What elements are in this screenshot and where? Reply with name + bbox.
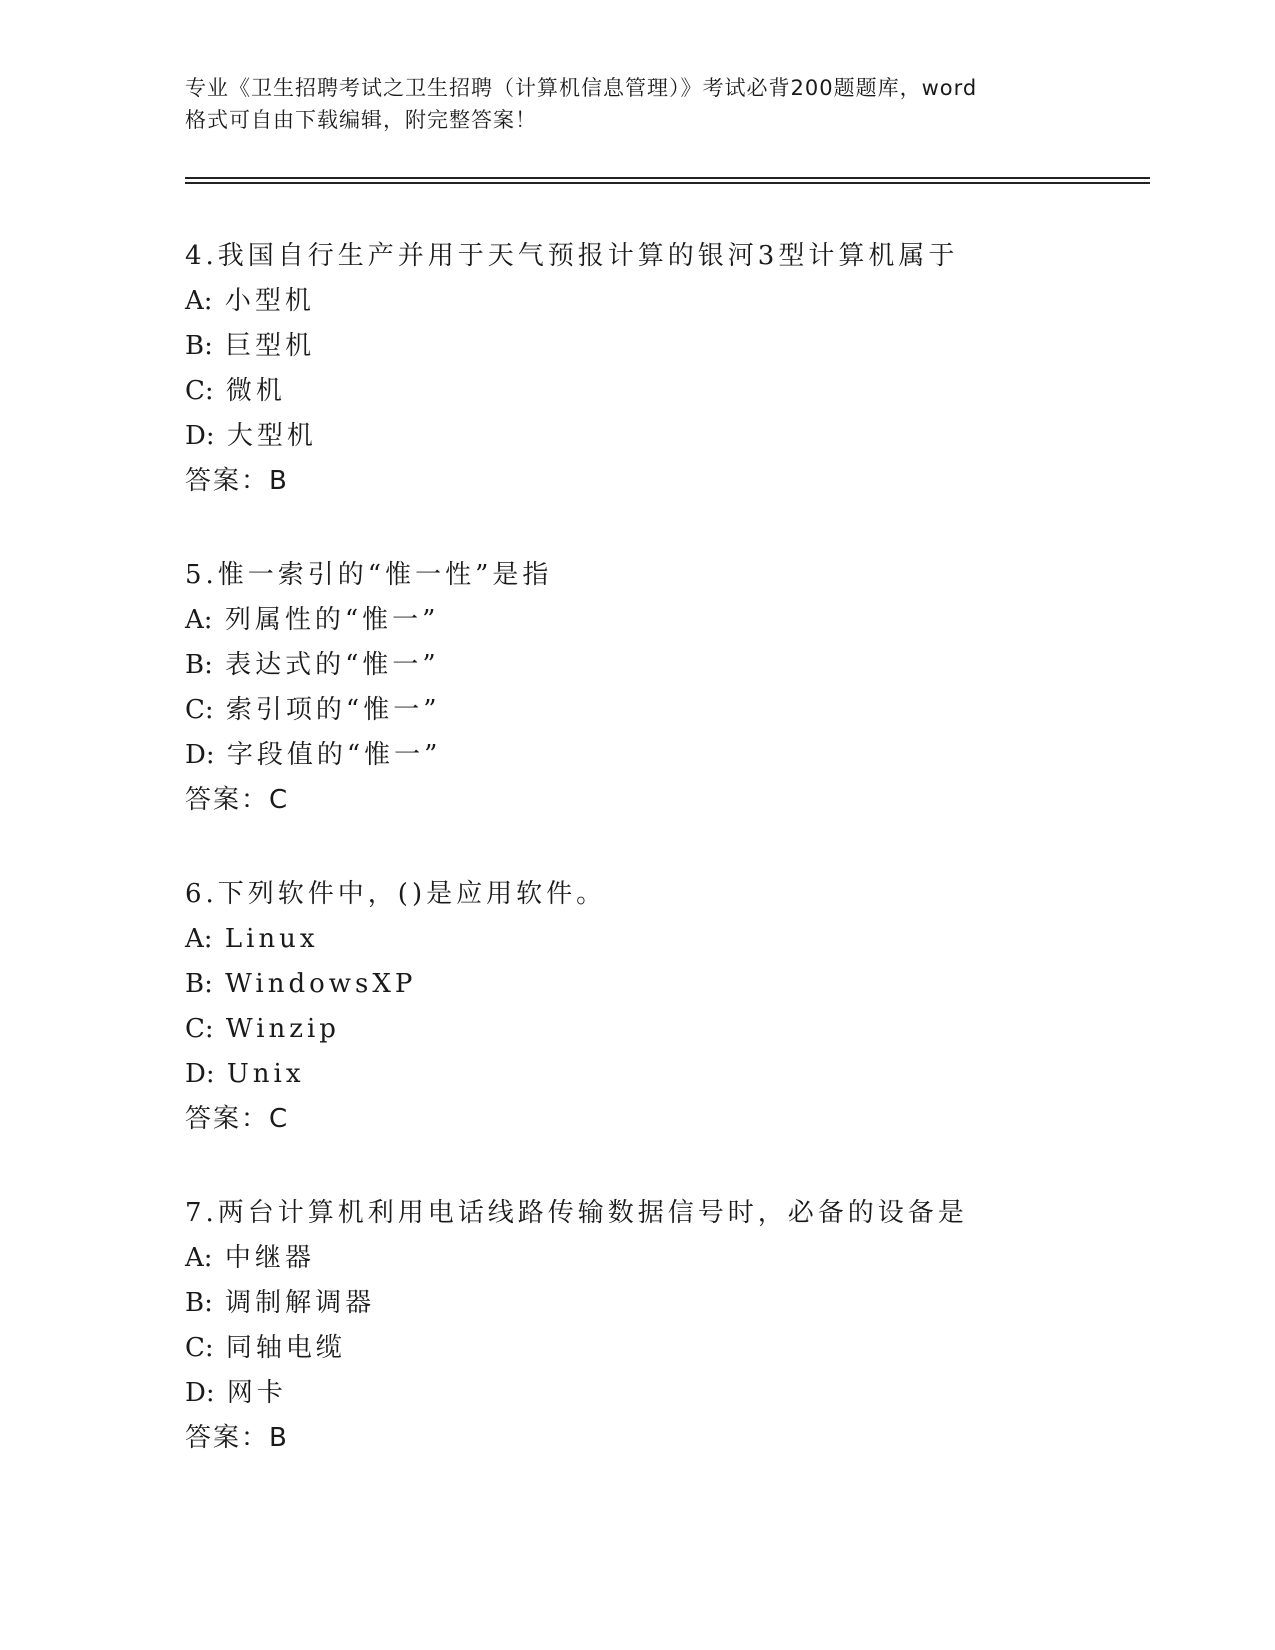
option-text: 列属性的“惟一” (224, 605, 440, 635)
option-text: Unix (226, 1059, 305, 1089)
question-list (185, 234, 1145, 1510)
option-text: 网卡 (226, 1378, 287, 1408)
option-letter: B: (185, 1288, 213, 1318)
question-text: 4.我国自行生产并用于天气预报计算的银河3型计算机属于 (185, 241, 959, 271)
option-a (185, 1236, 1145, 1281)
question-block (185, 1191, 1145, 1510)
option-letter: C: (185, 695, 214, 725)
question-text: 7.两台计算机利用电话线路传输数据信号时，必备的设备是 (185, 1198, 968, 1228)
option-letter: B: (185, 969, 213, 999)
option-d (185, 1052, 1145, 1097)
option-letter: A: (185, 1243, 213, 1273)
option-text: Winzip (225, 1014, 340, 1044)
question-block (185, 872, 1145, 1191)
option-text: 小型机 (224, 286, 315, 316)
option-letter: D: (185, 740, 215, 770)
question-text: 5.惟一索引的“惟一性”是指 (185, 560, 553, 590)
option-text: 中继器 (224, 1243, 315, 1273)
header-divider-bottom (185, 182, 1150, 184)
header-line-2: 格式可自由下载编辑，附完整答案！ (185, 108, 537, 132)
option-c (185, 688, 1145, 733)
option-b (185, 324, 1145, 369)
option-a (185, 598, 1145, 643)
option-text: Linux (224, 924, 319, 954)
option-d (185, 414, 1145, 459)
option-text: 同轴电缆 (225, 1333, 346, 1363)
option-b (185, 1281, 1145, 1326)
option-letter: A: (185, 605, 213, 635)
option-letter: C: (185, 1333, 214, 1363)
option-c (185, 369, 1145, 414)
option-letter: D: (185, 421, 215, 451)
option-d (185, 1371, 1145, 1416)
answer-line: 答案：C (185, 785, 290, 815)
option-letter: D: (185, 1059, 215, 1089)
question-block (185, 553, 1145, 872)
question-text: 6.下列软件中，()是应用软件。 (185, 879, 607, 909)
option-text: 字段值的“惟一” (226, 740, 442, 770)
option-letter: A: (185, 286, 213, 316)
option-letter: A: (185, 924, 213, 954)
option-letter: B: (185, 331, 213, 361)
option-text: 大型机 (226, 421, 317, 451)
answer-line: 答案：B (185, 1423, 289, 1453)
answer-line: 答案：C (185, 1104, 290, 1134)
option-letter: C: (185, 376, 214, 406)
option-letter: D: (185, 1378, 215, 1408)
header-divider-top (185, 177, 1150, 179)
option-a (185, 917, 1145, 962)
option-text: 表达式的“惟一” (225, 650, 440, 680)
document-header (185, 72, 1085, 136)
option-c (185, 1326, 1145, 1371)
option-text: 微机 (225, 376, 286, 406)
option-a (185, 279, 1145, 324)
option-text: WindowsXP (225, 969, 417, 999)
option-text: 调制解调器 (225, 1288, 376, 1318)
option-letter: B: (185, 650, 213, 680)
option-text: 索引项的“惟一” (225, 695, 441, 725)
option-text: 巨型机 (225, 331, 316, 361)
option-d (185, 733, 1145, 778)
question-block (185, 234, 1145, 553)
option-b (185, 643, 1145, 688)
option-letter: C: (185, 1014, 214, 1044)
header-line-1: 专业《卫生招聘考试之卫生招聘（计算机信息管理）》考试必背200题题库，word (185, 76, 978, 100)
option-c (185, 1007, 1145, 1052)
option-b (185, 962, 1145, 1007)
answer-line: 答案：B (185, 466, 289, 496)
